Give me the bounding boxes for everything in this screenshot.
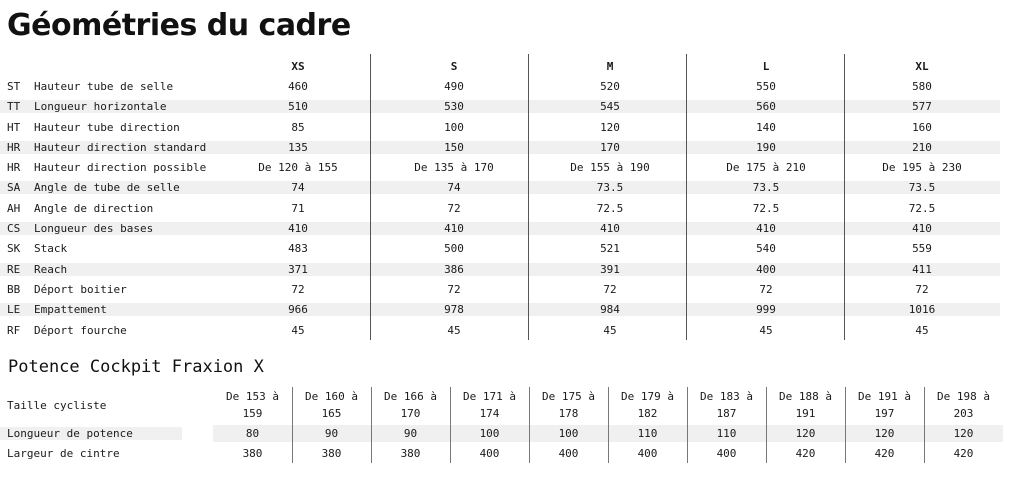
column-divider — [686, 54, 687, 340]
column-divider — [766, 387, 767, 463]
stem-value: 80 — [213, 425, 292, 442]
range-end: 187 — [716, 407, 737, 420]
geometry-value: 577 — [844, 100, 1000, 113]
column-divider — [371, 387, 372, 463]
range-end: 178 — [558, 407, 579, 420]
geometry-value: 966 — [220, 303, 376, 316]
measure-label: Déport fourche — [34, 323, 127, 337]
measure-label: Empattement — [34, 303, 107, 317]
range-end: 191 — [795, 407, 816, 420]
stem-row-label: Longueur de potence — [0, 427, 182, 440]
frame-geometry-table — [0, 56, 1010, 340]
size-header: M — [606, 59, 614, 73]
stem-header-row — [0, 387, 1010, 423]
rider-size-range — [687, 388, 766, 422]
geometry-value: 150 — [376, 141, 532, 154]
stem-row — [0, 443, 1010, 463]
column-divider — [450, 387, 451, 463]
range-end: 182 — [637, 407, 658, 420]
measure-code: ST — [7, 79, 21, 93]
measure-code: RF — [7, 323, 21, 337]
range-start: De 179 à — [621, 390, 674, 403]
geometry-value: 72.5 — [752, 201, 780, 215]
geometry-value: 135 — [220, 141, 376, 154]
geometry-row — [0, 218, 1010, 238]
geometry-value: 100 — [444, 120, 464, 134]
geometry-value: 120 — [600, 120, 620, 134]
geometry-value: 74 — [220, 181, 376, 194]
stem-title: Potence Cockpit Fraxion X — [8, 357, 264, 377]
measure-label: Longueur horizontale — [34, 100, 167, 114]
geometry-value: 984 — [532, 303, 688, 316]
rider-size-label: Taille cycliste — [7, 398, 107, 412]
geometry-value: De 135 à 170 — [414, 161, 494, 175]
geometry-value: 72.5 — [908, 201, 936, 215]
geometry-value: 560 — [688, 100, 844, 113]
geometry-value: 1016 — [844, 303, 1000, 316]
range-end: 165 — [321, 407, 342, 420]
stem-value: 120 — [845, 425, 924, 442]
stem-table — [0, 387, 1010, 463]
rider-size-range — [608, 388, 687, 422]
rider-size-range — [371, 388, 450, 422]
measure-label: Déport boitier — [34, 282, 127, 296]
measure-label: Stack — [34, 242, 68, 256]
range-start: De 160 à — [305, 390, 358, 403]
page-title: Géométries du cadre — [7, 8, 351, 43]
measure-label: Hauteur direction possible — [34, 161, 207, 175]
size-header: XL — [915, 59, 929, 73]
geometry-row — [0, 97, 1010, 117]
geometry-value: De 195 à 230 — [882, 161, 962, 175]
geometry-value: 72 — [915, 282, 929, 296]
stem-value: 400 — [479, 446, 500, 460]
geometry-row — [0, 117, 1010, 137]
geometry-row — [0, 320, 1010, 340]
geometry-value: 45 — [603, 323, 617, 337]
geometry-value: 73.5 — [532, 181, 688, 194]
stem-value: 100 — [450, 425, 529, 442]
column-divider — [528, 54, 529, 340]
geometry-value: 410 — [844, 222, 1000, 235]
measure-label: Hauteur tube direction — [34, 120, 180, 134]
rider-size-range — [766, 388, 845, 422]
geometry-value: 391 — [532, 263, 688, 276]
measure-code: SK — [7, 242, 21, 256]
stem-value: 100 — [529, 425, 608, 442]
geometry-value: 490 — [444, 79, 464, 93]
geometry-value: 411 — [844, 263, 1000, 276]
geometry-header-row — [0, 56, 1010, 76]
geometry-value: 500 — [444, 242, 464, 256]
measure-code: BB — [7, 282, 21, 296]
geometry-value: 580 — [912, 79, 932, 93]
stem-value: 380 — [400, 446, 421, 460]
geometry-value: 978 — [376, 303, 532, 316]
range-start: De 183 à — [700, 390, 753, 403]
geometry-value: 545 — [532, 100, 688, 113]
measure-label: Longueur des bases — [34, 222, 154, 236]
rider-size-range — [450, 388, 529, 422]
column-divider — [529, 387, 530, 463]
stem-value: 110 — [608, 425, 687, 442]
range-start: De 188 à — [779, 390, 832, 403]
geometry-row — [0, 239, 1010, 259]
stem-value: 400 — [716, 446, 737, 460]
range-start: De 153 à — [226, 390, 279, 403]
stem-value: 400 — [558, 446, 579, 460]
geometry-value: 45 — [447, 323, 461, 337]
measure-label: Angle de tube de selle — [34, 181, 180, 195]
measure-label: Hauteur tube de selle — [34, 79, 174, 93]
column-divider — [608, 387, 609, 463]
geometry-value: De 175 à 210 — [726, 161, 806, 175]
size-header: XS — [291, 59, 305, 73]
rider-size-range — [529, 388, 608, 422]
geometry-value: 410 — [532, 222, 688, 235]
geometry-value: 550 — [756, 79, 776, 93]
geometry-value: 460 — [288, 79, 308, 93]
geometry-value: 540 — [756, 242, 776, 256]
geometry-value: 999 — [688, 303, 844, 316]
stem-value: 380 — [321, 446, 342, 460]
geometry-value: 140 — [756, 120, 776, 134]
stem-value: 90 — [292, 425, 371, 442]
geometry-value: 400 — [688, 263, 844, 276]
geometry-value: 73.5 — [844, 181, 1000, 194]
geometry-value: 559 — [912, 242, 932, 256]
measure-label: Angle de direction — [34, 201, 154, 215]
stem-row-label: Largeur de cintre — [7, 446, 120, 460]
rider-size-range — [213, 388, 292, 422]
range-end: 170 — [400, 407, 421, 420]
geometry-value: 45 — [759, 323, 773, 337]
measure-code: AH — [7, 201, 21, 215]
geometry-row — [0, 259, 1010, 279]
stem-value: 420 — [874, 446, 895, 460]
geometry-value: 371 — [220, 263, 376, 276]
geometry-row — [0, 198, 1010, 218]
geometry-value: 85 — [291, 120, 305, 134]
measure-code: LE — [7, 303, 21, 317]
range-start: De 166 à — [384, 390, 437, 403]
stem-body — [0, 423, 1010, 463]
geometry-row — [0, 300, 1010, 320]
stem-value: 380 — [242, 446, 263, 460]
range-end: 203 — [953, 407, 974, 420]
geometry-value: 483 — [288, 242, 308, 256]
range-start: De 191 à — [858, 390, 911, 403]
measure-code: CS — [7, 222, 21, 236]
stem-row — [0, 423, 1010, 443]
geometry-value: 530 — [376, 100, 532, 113]
geometry-value: 521 — [600, 242, 620, 256]
rider-size-range — [924, 388, 1003, 422]
column-divider — [845, 387, 846, 463]
geometry-value: 72 — [291, 282, 305, 296]
geometry-value: 410 — [688, 222, 844, 235]
column-divider — [370, 54, 371, 340]
column-divider — [924, 387, 925, 463]
rider-size-range — [292, 388, 371, 422]
geometry-body — [0, 76, 1010, 340]
column-divider — [844, 54, 845, 340]
measure-code: HR — [7, 140, 21, 154]
range-start: De 175 à — [542, 390, 595, 403]
column-divider — [292, 387, 293, 463]
stem-value: 420 — [795, 446, 816, 460]
geometry-row — [0, 76, 1010, 96]
range-end: 174 — [479, 407, 500, 420]
geometry-value: 71 — [291, 201, 305, 215]
stem-value: 120 — [924, 425, 1003, 442]
column-divider — [687, 387, 688, 463]
geometry-value: 520 — [600, 79, 620, 93]
size-header: S — [450, 59, 458, 73]
geometry-row — [0, 137, 1010, 157]
measure-code: TT — [7, 100, 21, 114]
geometry-value: 72 — [759, 282, 773, 296]
range-end: 197 — [874, 407, 895, 420]
measure-code: HR — [7, 161, 21, 175]
geometry-value: 45 — [291, 323, 305, 337]
geometry-value: 386 — [376, 263, 532, 276]
measure-code: HT — [7, 120, 21, 134]
stem-value: 120 — [766, 425, 845, 442]
stem-value: 420 — [953, 446, 974, 460]
geometry-row — [0, 279, 1010, 299]
geometry-value: 410 — [376, 222, 532, 235]
geometry-value: 190 — [688, 141, 844, 154]
rider-size-range — [845, 388, 924, 422]
stem-value: 400 — [637, 446, 658, 460]
geometry-row — [0, 178, 1010, 198]
range-start: De 171 à — [463, 390, 516, 403]
stem-value: 90 — [371, 425, 450, 442]
geometry-value: 72 — [447, 201, 461, 215]
geometry-value: 170 — [532, 141, 688, 154]
geometry-value: 72 — [447, 282, 461, 296]
geometry-value: 73.5 — [688, 181, 844, 194]
geometry-value: 160 — [912, 120, 932, 134]
size-header: L — [762, 59, 770, 73]
measure-label: Hauteur direction standard — [34, 140, 207, 154]
geometry-value: De 155 à 190 — [570, 161, 650, 175]
geometry-value: 410 — [220, 222, 376, 235]
column-divider — [213, 387, 214, 463]
measure-code: SA — [7, 181, 21, 195]
geometry-value: 72 — [603, 282, 617, 296]
stem-value: 110 — [687, 425, 766, 442]
geometry-value: 510 — [220, 100, 376, 113]
column-divider — [1003, 387, 1004, 463]
geometry-row — [0, 157, 1010, 177]
geometry-value: De 120 à 155 — [258, 161, 338, 175]
geometry-value: 45 — [915, 323, 929, 337]
measure-label: Reach — [34, 262, 68, 276]
measure-code: RE — [7, 262, 21, 276]
geometry-value: 72.5 — [596, 201, 624, 215]
geometry-value: 210 — [844, 141, 1000, 154]
geometry-value: 74 — [376, 181, 532, 194]
range-start: De 198 à — [937, 390, 990, 403]
range-end: 159 — [242, 407, 263, 420]
